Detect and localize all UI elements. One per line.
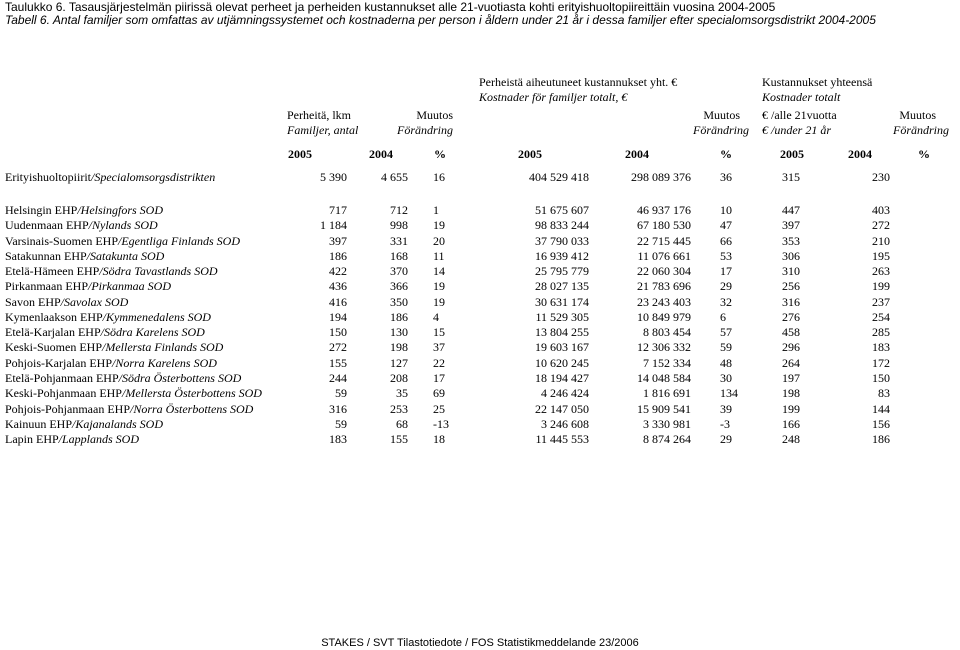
cell-families-change: 18 [433, 432, 445, 447]
cell-families-2004: 198 [390, 340, 408, 355]
row-district-name [5, 417, 163, 432]
row-district-name [5, 371, 241, 386]
district-name-sv: /Norra Karelens SOD [112, 355, 217, 370]
cell-families-change: 4 [433, 309, 439, 324]
year-2005-col1: 2005 [288, 147, 312, 161]
cell-families-2004: 366 [390, 279, 408, 294]
cell-families-2004: 370 [390, 264, 408, 279]
cell-per21-2004: 230 [872, 170, 890, 184]
district-name-sv: /Mellersta Österbottens SOD [121, 386, 262, 401]
district-name-sv: /Norra Österbottens SOD [130, 401, 254, 416]
row-district-name [5, 264, 218, 279]
cell-per21-2005: 296 [782, 340, 800, 355]
cell-costs-2005: 28 027 135 [535, 279, 589, 294]
cell-per21-2004: 272 [872, 218, 890, 233]
cell-costs-change: 36 [720, 170, 732, 184]
cell-costs-2005: 11 529 305 [535, 309, 589, 324]
table-row [0, 310, 960, 325]
district-name-sv: /Helsingfors SOD [77, 203, 164, 217]
cell-families-2004: 155 [390, 432, 408, 447]
cell-per21-2005: 397 [782, 218, 800, 233]
header-change2-fi: Muutos [703, 108, 740, 122]
cell-per21-2005: 256 [782, 279, 800, 294]
table-row [0, 402, 960, 417]
district-name-fi: Keski-Suomen EHP [5, 340, 102, 355]
cell-costs-2005: 25 795 779 [535, 264, 589, 279]
cell-costs-2005: 18 194 427 [535, 370, 589, 385]
cell-per21-2004: 237 [872, 294, 890, 309]
cell-costs-2004: 7 152 334 [643, 355, 691, 370]
cell-families-2004: 331 [390, 233, 408, 248]
cell-costs-2004: 67 180 530 [637, 218, 691, 233]
cell-families-change: 20 [433, 233, 445, 248]
cell-costs-2005: 16 939 412 [535, 248, 589, 263]
cell-costs-change: 48 [720, 355, 732, 370]
cell-costs-2004: 3 330 981 [643, 416, 691, 431]
cell-per21-2004: 144 [872, 401, 890, 416]
cell-costs-2004: 10 849 979 [637, 309, 691, 324]
row-district-name [5, 310, 211, 325]
cell-costs-change: 66 [720, 233, 732, 248]
cell-families-2005: 717 [329, 203, 347, 217]
pct-col3: % [918, 147, 930, 161]
cell-per21-2005: 306 [782, 248, 800, 263]
cell-families-change: 19 [433, 218, 445, 233]
table-row [0, 279, 960, 294]
header-group-costs-sv: Kostnader för familjer totalt, € [479, 90, 628, 104]
district-name-sv: /Savolax SOD [60, 294, 129, 309]
cell-per21-2005: 353 [782, 233, 800, 248]
district-name-sv: /Södra Tavastlands SOD [99, 264, 218, 279]
year-2004-col2: 2004 [625, 147, 649, 161]
cell-costs-2004: 22 060 304 [637, 264, 691, 279]
district-name-fi: Savon EHP [5, 294, 61, 309]
cell-per21-2005: 315 [782, 170, 800, 184]
cell-per21-2004: 183 [872, 340, 890, 355]
cell-families-2004: 35 [396, 386, 408, 401]
table-row-total [0, 170, 960, 185]
cell-costs-2005: 10 620 245 [535, 355, 589, 370]
cell-per21-2004: 199 [872, 279, 890, 294]
cell-costs-2004: 8 874 264 [643, 432, 691, 447]
cell-costs-2005: 30 631 174 [535, 294, 589, 309]
cell-per21-2005: 316 [782, 294, 800, 309]
cell-families-2005: 244 [329, 370, 347, 385]
page-footer: STAKES / SVT Tilastotiedote / FOS Statistikmeddelande 23/2006 [321, 637, 639, 649]
cell-costs-2005: 19 603 167 [535, 340, 589, 355]
row-district-name [5, 249, 164, 264]
cell-per21-2004: 263 [872, 264, 890, 279]
cell-families-change: 22 [433, 355, 445, 370]
table-row [0, 340, 960, 355]
cell-costs-2004: 21 783 696 [637, 279, 691, 294]
header-families-fi: Perheitä, lkm [287, 108, 351, 122]
cell-per21-2005: 248 [782, 432, 800, 447]
cell-costs-2004: 23 243 403 [637, 294, 691, 309]
district-name-fi: Helsingin EHP [5, 203, 78, 217]
cell-families-2005: 397 [329, 233, 347, 248]
cell-families-2004: 350 [390, 294, 408, 309]
cell-per21-2005: 264 [782, 355, 800, 370]
cell-families-2005: 155 [329, 355, 347, 370]
cell-costs-2005: 22 147 050 [535, 401, 589, 416]
row-district-name [5, 340, 223, 355]
cell-costs-change: 57 [720, 325, 732, 340]
cell-costs-change: -3 [720, 416, 730, 431]
cell-families-2004: 186 [390, 309, 408, 324]
row-district-name [5, 279, 171, 294]
table-row [0, 234, 960, 249]
cell-families-2005: 272 [329, 340, 347, 355]
cell-families-2005: 1 184 [320, 218, 347, 233]
cell-costs-2004: 8 803 454 [643, 325, 691, 340]
row-district-name [5, 356, 217, 371]
header-group-total-fi: Kustannukset yhteensä [762, 75, 873, 89]
cell-families-2005: 316 [329, 401, 347, 416]
cell-families-change: -13 [433, 416, 449, 431]
cell-costs-2004: 298 089 376 [631, 170, 691, 184]
table-row [0, 295, 960, 310]
cell-families-2005: 150 [329, 325, 347, 340]
cell-per21-2004: 195 [872, 248, 890, 263]
district-name-sv: /Nylands SOD [88, 218, 158, 233]
year-2004-col3: 2004 [848, 147, 872, 161]
cell-costs-change: 59 [720, 340, 732, 355]
cell-families-change: 16 [433, 170, 445, 184]
header-per21-fi: € /alle 21vuotta [762, 108, 837, 122]
cell-costs-change: 30 [720, 370, 732, 385]
cell-families-2004: 68 [396, 416, 408, 431]
cell-families-2005: 59 [335, 416, 347, 431]
row-district-name [5, 386, 262, 401]
row-district-name [5, 295, 128, 310]
header-group-total-sv: Kostnader totalt [762, 90, 841, 104]
header-change3-fi: Muutos [899, 108, 936, 122]
cell-costs-change: 53 [720, 248, 732, 263]
cell-costs-2004: 1 816 691 [643, 386, 691, 401]
district-name-sv: /Södra Karelens SOD [100, 325, 205, 340]
cell-families-2004: 4 655 [381, 170, 408, 184]
cell-costs-2005: 11 445 553 [535, 432, 589, 447]
header-change1-fi: Muutos [416, 108, 453, 122]
cell-families-2004: 168 [390, 248, 408, 263]
district-name-fi: Satakunnan EHP [5, 248, 87, 263]
district-name-fi: Pohjois-Pohjanmaan EHP [5, 401, 130, 416]
row-district-name [5, 432, 139, 447]
cell-per21-2004: 254 [872, 309, 890, 324]
year-2005-col2: 2005 [518, 147, 542, 161]
cell-costs-2004: 11 076 661 [637, 248, 691, 263]
cell-families-2005: 186 [329, 248, 347, 263]
cell-families-2004: 127 [390, 355, 408, 370]
cell-costs-change: 17 [720, 264, 732, 279]
cell-families-change: 15 [433, 325, 445, 340]
cell-families-change: 1 [433, 203, 439, 217]
total-row-name: Erityishuoltopiirit/Specialomsorgsdistrikten [5, 170, 216, 184]
cell-per21-2004: 210 [872, 233, 890, 248]
cell-families-2005: 422 [329, 264, 347, 279]
cell-costs-change: 6 [720, 309, 726, 324]
district-name-fi: Pohjois-Karjalan EHP [5, 355, 112, 370]
cell-families-change: 19 [433, 279, 445, 294]
cell-families-2005: 183 [329, 432, 347, 447]
header-change2-sv: Förändring [692, 123, 749, 137]
row-district-name [5, 234, 240, 249]
district-name-fi: Varsinais-Suomen EHP [5, 233, 118, 248]
cell-families-2004: 712 [390, 203, 408, 217]
cell-families-change: 11 [433, 248, 445, 263]
cell-costs-2005: 37 790 033 [535, 233, 589, 248]
cell-families-2005: 59 [335, 386, 347, 401]
district-name-sv: /Kajanalands SOD [72, 416, 164, 431]
table-row [0, 218, 960, 233]
year-2004-col1: 2004 [369, 147, 393, 161]
cell-costs-change: 32 [720, 294, 732, 309]
year-2005-col3: 2005 [780, 147, 804, 161]
district-name-sv: /Lapplands SOD [58, 432, 140, 447]
district-name-fi: Etelä-Karjalan EHP [5, 325, 101, 340]
cell-costs-change: 47 [720, 218, 732, 233]
cell-per21-2005: 276 [782, 309, 800, 324]
cell-per21-2004: 403 [872, 203, 890, 217]
cell-per21-2004: 156 [872, 416, 890, 431]
cell-families-change: 37 [433, 340, 445, 355]
cell-per21-2004: 186 [872, 432, 890, 447]
table-row [0, 264, 960, 279]
table-row [0, 325, 960, 340]
cell-families-2004: 208 [390, 370, 408, 385]
cell-costs-2004: 15 909 541 [637, 401, 691, 416]
cell-families-change: 19 [433, 294, 445, 309]
pct-col2: % [720, 147, 732, 161]
cell-per21-2005: 458 [782, 325, 800, 340]
header-group-costs-fi: Perheistä aiheutuneet kustannukset yht. € [479, 75, 678, 89]
district-name-fi: Etelä-Hämeen EHP [5, 264, 100, 279]
cell-costs-change: 29 [720, 279, 732, 294]
cell-per21-2004: 285 [872, 325, 890, 340]
cell-costs-2005: 51 675 607 [535, 203, 589, 217]
table-row [0, 356, 960, 371]
cell-costs-2004: 12 306 332 [637, 340, 691, 355]
district-name-fi: Kainuun EHP [5, 416, 72, 431]
cell-per21-2004: 83 [878, 386, 890, 401]
row-district-name [5, 325, 205, 340]
district-name-sv: /Mellersta Finlands SOD [102, 340, 224, 355]
header-families-sv: Familjer, antal [287, 123, 359, 137]
cell-costs-2005: 13 804 255 [535, 325, 589, 340]
cell-families-2004: 130 [390, 325, 408, 340]
cell-families-change: 14 [433, 264, 445, 279]
cell-costs-2005: 4 246 424 [541, 386, 589, 401]
cell-per21-2004: 150 [872, 370, 890, 385]
cell-costs-2005: 98 833 244 [535, 218, 589, 233]
cell-families-change: 25 [433, 401, 445, 416]
district-name-sv: /Kymmenedalens SOD [102, 309, 211, 324]
table-row [0, 386, 960, 401]
table-title-sv: Tabell 6. Antal familjer som omfattas av utjämningssystemet och kostnaderna per person i åldern under 21 år i dessa familjer efter specialomsorgsdistrikt 2004-2005 [5, 13, 876, 27]
cell-per21-2005: 199 [782, 401, 800, 416]
cell-costs-2004: 22 715 445 [637, 233, 691, 248]
table-row [0, 432, 960, 447]
table-row [0, 417, 960, 432]
cell-costs-2004: 46 937 176 [637, 203, 691, 217]
cell-costs-2005: 404 529 418 [529, 170, 589, 184]
cell-families-2005: 436 [329, 279, 347, 294]
cell-families-2005: 194 [329, 309, 347, 324]
cell-per21-2005: 447 [782, 203, 800, 217]
district-name-sv: /Egentliga Finlands SOD [118, 233, 240, 248]
cell-families-2005: 5 390 [320, 170, 347, 184]
cell-costs-change: 10 [720, 203, 732, 217]
row-district-name [5, 402, 253, 417]
cell-families-2004: 998 [390, 218, 408, 233]
district-name-fi: Lapin EHP [5, 432, 59, 447]
district-name-sv: /Satakunta SOD [86, 248, 165, 263]
cell-families-2004: 253 [390, 401, 408, 416]
cell-families-change: 69 [433, 386, 445, 401]
cell-per21-2005: 166 [782, 416, 800, 431]
cell-costs-change: 29 [720, 432, 732, 447]
cell-per21-2004: 172 [872, 355, 890, 370]
header-change1-sv: Förändring [396, 123, 453, 137]
district-name-fi: Keski-Pohjanmaan EHP [5, 386, 122, 401]
header-change3-sv: Förändring [892, 123, 949, 137]
cell-families-change: 17 [433, 370, 445, 385]
table-row [0, 371, 960, 386]
district-name-fi: Kymenlaakson EHP [5, 309, 103, 324]
cell-families-2005: 416 [329, 294, 347, 309]
district-name-sv: /Södra Österbottens SOD [118, 370, 242, 385]
cell-costs-change: 134 [720, 386, 738, 401]
header-per21-sv: € /under 21 år [762, 123, 831, 137]
cell-costs-2005: 3 246 608 [541, 416, 589, 431]
row-district-name [5, 203, 163, 218]
district-name-sv: /Pirkanmaa SOD [88, 279, 171, 294]
cell-costs-change: 39 [720, 401, 732, 416]
row-district-name [5, 218, 158, 233]
cell-per21-2005: 310 [782, 264, 800, 279]
cell-per21-2005: 198 [782, 386, 800, 401]
district-name-fi: Pirkanmaan EHP [5, 279, 88, 294]
table-title-fi: Taulukko 6. Tasausjärjestelmän piirissä olevat perheet ja perheiden kustannukset alle 21-vuotiasta kohti erityishuoltopiireittäin vuosina 2004-2005 [5, 0, 776, 14]
cell-costs-2004: 14 048 584 [637, 370, 691, 385]
district-name-fi: Uudenmaan EHP [5, 218, 89, 233]
table-row [0, 249, 960, 264]
table-row [0, 203, 960, 218]
pct-col1: % [434, 147, 446, 161]
cell-per21-2005: 197 [782, 370, 800, 385]
district-name-fi: Etelä-Pohjanmaan EHP [5, 370, 119, 385]
